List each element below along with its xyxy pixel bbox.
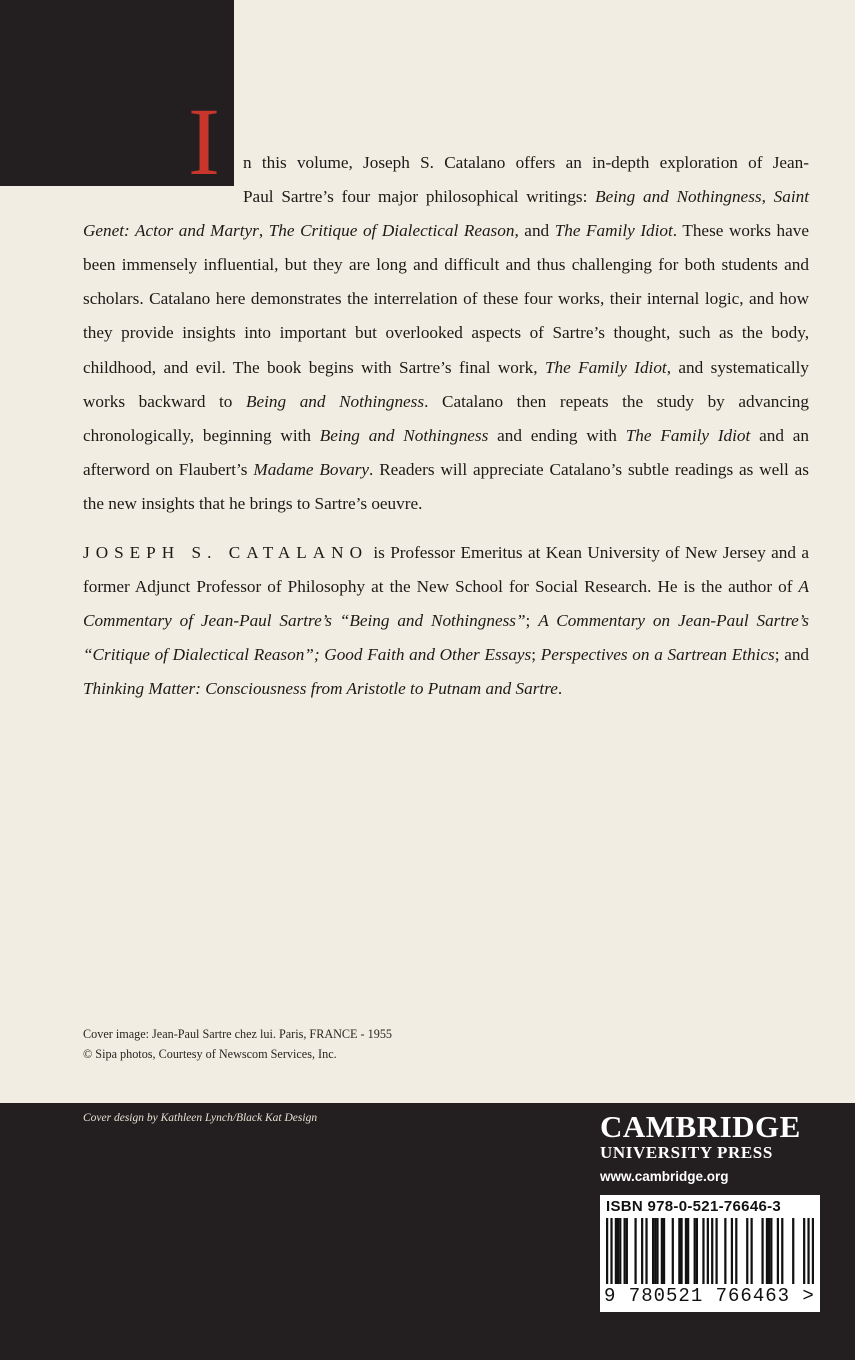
barcode-bar <box>617 1218 619 1284</box>
barcode-bar <box>711 1218 713 1284</box>
book-title: Thinking Matter: Consciousness from Aristotle to Putnam and Sartre <box>83 679 558 699</box>
blurb-sep: , <box>258 221 269 241</box>
author-bio-end: . <box>557 679 563 699</box>
drop-cap: I <box>188 88 220 195</box>
blurb-body <box>83 221 809 513</box>
barcode-bar <box>656 1218 658 1284</box>
barcode-bar <box>652 1218 654 1284</box>
barcode-bar <box>807 1218 809 1284</box>
title-being-and-nothingness: Being and Nothingness <box>595 187 762 207</box>
barcode-bar <box>707 1218 709 1284</box>
barcode-bar <box>702 1218 704 1284</box>
barcode-bar <box>792 1218 794 1284</box>
author-bio-sep: ; <box>525 611 539 631</box>
title-being-and-nothingness: Being and Nothingness <box>246 391 425 411</box>
title-madame-bovary: Madame Bovary <box>253 459 370 479</box>
barcode-bar <box>606 1218 608 1284</box>
barcode-bar <box>694 1218 696 1284</box>
blurb-line-1: n this volume, Joseph S. Catalano offers an in-depth exploration of Jean- <box>243 153 809 172</box>
blurb-sep: , and <box>514 221 555 241</box>
blurb-text: Paul Sartre’s four major philosophical writings: <box>243 187 596 207</box>
cover-credit-line-2: © Sipa photos, Courtesy of Newscom Services, Inc. <box>83 1047 337 1061</box>
barcode-bar <box>687 1218 689 1284</box>
barcode-bar <box>661 1218 663 1284</box>
barcode-bar <box>680 1218 682 1284</box>
barcode-bar <box>615 1218 617 1284</box>
blurb-text: and an afterword on Flaubert’s <box>83 425 809 479</box>
cover-image-credit <box>83 1024 392 1064</box>
barcode-bar <box>735 1218 737 1284</box>
barcode-bar <box>610 1218 612 1284</box>
barcode-digits: 9 780521 766463 > <box>604 1285 815 1307</box>
barcode-bar <box>731 1218 733 1284</box>
barcode-bar <box>781 1218 783 1284</box>
publisher-subtitle: UNIVERSITY PRESS <box>600 1143 773 1162</box>
author-name: JOSEPH S. CATALANO <box>83 543 368 562</box>
blurb-sep: , <box>761 187 774 207</box>
barcode-bars <box>606 1218 814 1284</box>
barcode-bar <box>777 1218 779 1284</box>
barcode-bar <box>654 1218 656 1284</box>
barcode-bar <box>812 1218 814 1284</box>
isbn-barcode <box>600 1195 820 1312</box>
barcode-bar <box>761 1218 763 1284</box>
title-critique: The Critique of Dialectical Reason <box>268 221 515 241</box>
barcode-bar <box>672 1218 674 1284</box>
blurb-text: . These works have been immensely influential, but they are long and difficult and thus challenging for both students and scholars. Catalano here demonstrates the interrelation of these four works, their internal logic, and how they provide insights into important but overlooked aspects of Sartre’s thought, such as the body, childhood, and evil. The book begins with Sartre’s final work, <box>83 221 809 377</box>
cover-credit-line-1: Cover image: Jean-Paul Sartre chez lui. Paris, FRANCE - 1955 <box>83 1027 393 1041</box>
blurb-line-2 <box>83 180 809 214</box>
title-saint-genet-rest: Genet: Actor and Martyr <box>83 221 259 241</box>
author-bio-sep: ; <box>531 645 541 665</box>
cover-design-credit: Cover design by Kathleen Lynch/Black Kat Design <box>83 1112 318 1124</box>
barcode-bar <box>619 1218 621 1284</box>
author-bio <box>83 536 809 706</box>
barcode-bar <box>768 1218 770 1284</box>
barcode-bar <box>678 1218 680 1284</box>
barcode-bar <box>766 1218 768 1284</box>
blurb-text: , and systematically works backward to <box>83 357 809 411</box>
barcode-bar <box>696 1218 698 1284</box>
barcode-bar <box>634 1218 636 1284</box>
barcode-bar <box>645 1218 647 1284</box>
publisher-name: CAMBRIDGE <box>600 1109 801 1144</box>
blurb-text: . Readers will appreciate Catalano’s subtle readings as well as the new insights that he brings to Sartre’s oeuvre. <box>83 459 809 513</box>
barcode-bar <box>641 1218 643 1284</box>
barcode-bar <box>746 1218 748 1284</box>
blurb-paragraph <box>83 146 809 521</box>
title-family-idiot: The Family Idiot <box>554 221 673 241</box>
barcode-bar <box>626 1218 628 1284</box>
title-saint-genet-part: Saint <box>773 187 809 207</box>
book-title: Perspectives on a Sartrean Ethics <box>540 645 775 665</box>
publisher-url: www.cambridge.org <box>600 1169 729 1184</box>
title-being-and-nothingness: Being and Nothingness <box>319 425 489 445</box>
author-bio-text: is Professor Emeritus at Kean University of New Jersey and a former Adjunct Professor of Philosophy at the New School for Social Research. He is the author of <box>83 543 809 597</box>
book-title: A Commentary of Jean-Paul Sartre’s “Being and Nothingness” <box>83 577 809 631</box>
barcode-bar <box>685 1218 687 1284</box>
barcode-bar <box>715 1218 717 1284</box>
book-title: A Commentary on Jean-Paul Sartre’s “Critique of Dialectical Reason”; Good Faith and Other Essays <box>83 611 809 665</box>
author-bio-sep: ; and <box>774 645 810 665</box>
barcode-bar <box>770 1218 772 1284</box>
title-family-idiot: The Family Idiot <box>625 425 751 445</box>
barcode-bar <box>663 1218 665 1284</box>
barcode-bar <box>624 1218 626 1284</box>
barcode-bar <box>803 1218 805 1284</box>
barcode-bar <box>724 1218 726 1284</box>
blurb-text: . Catalano then repeats the study by advancing chronologically, beginning with <box>83 391 809 445</box>
title-family-idiot: The Family Idiot <box>544 357 667 377</box>
blurb-text: and ending with <box>488 425 626 445</box>
barcode-bar <box>751 1218 753 1284</box>
isbn-label: ISBN 978-0-521-76646-3 <box>606 1198 782 1215</box>
